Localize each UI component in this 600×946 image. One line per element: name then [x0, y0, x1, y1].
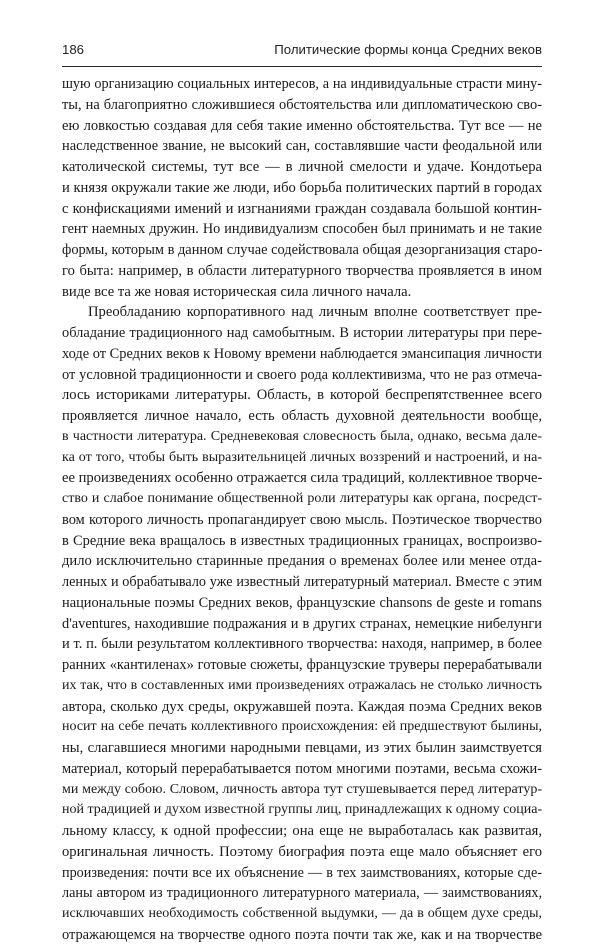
text-line: в Средние века вращалось в известных традиционных границах, воспроизво-	[62, 532, 542, 549]
text-line: ми между собою. Словом, личность автора тут стушевывается перед литератур-	[62, 781, 542, 797]
text-line: лось историками литературы. Область, в которой беспрепятственнее всего	[62, 387, 542, 404]
text-line: ство и слабое понимание общественной роли литературы как органа, посредст-	[62, 491, 542, 506]
text-line: формы, которым в данном случае содействовала общая дезорганизация старо-	[62, 242, 542, 258]
text-line: оригинальная личность. Поэтому биография поэта еще мало объясняет его	[62, 843, 542, 860]
text-line: и т. п. были результатом коллективного творчества: находя, например, в более	[62, 636, 542, 653]
text-line: наследственное звание, не высокий сан, составлявшие части феодальной или	[62, 138, 542, 155]
body-text	[62, 74, 542, 946]
text-line: носит на себе печать коллективного происхождения: ей предшествуют былины,	[62, 719, 542, 735]
text-line: виде все та же новая историческая сила личного начала.	[62, 283, 412, 300]
text-line: вом которого личность пропагандирует свою мысль. Поэтическое творчество	[62, 511, 542, 528]
text-line: ты, на благоприятно сложившиеся обстоятельства или дипломатическою сво-	[62, 96, 542, 113]
text-line: проявляется личное начало, есть область духовной деятельности вообще,	[62, 408, 542, 424]
text-line: их так, что в составленных ими произведениях отражалась не столько личность	[62, 677, 542, 693]
page-number: 186	[62, 42, 85, 57]
text-line: отражающемся на творчестве одного поэта почти так же, как и на творчестве	[62, 926, 542, 943]
text-line: обладание традиционного над самобытным. В истории литературы при пере-	[62, 325, 542, 341]
text-line: от условной традиционности и своего рода коллективизма, что не раз отмеча-	[62, 366, 542, 383]
text-line: ею ловкостью создавая для себя такие именно обстоятельства. Тут все — не	[62, 117, 542, 134]
text-line: национальные поэмы Средних веков, французские chansons de geste и romans	[62, 594, 542, 611]
text-line: ленных и обрабатывало уже известный литературный материал. Вместе с этим	[62, 574, 542, 590]
text-line: ранних «кантиленах» готовые сюжеты, французские труверы перерабатывали	[62, 657, 542, 673]
text-line: d'aventures, находившие подражания и в других странах, немецкие нибелунги	[62, 615, 542, 632]
text-line: дило исключительно старинные предания о временах более или менее отда-	[62, 553, 542, 570]
text-line: произведения: почти все их объяснение — в тех заимствованиях, которые сде-	[62, 864, 542, 881]
text-line: шую организацию социальных интересов, а на индивидуальные страсти мину-	[62, 76, 542, 92]
text-line: ее произведениях особенно отражается сила традиций, коллективное творче-	[62, 470, 542, 487]
text-line: ной традицией и духом известной группы лиц, принадлежащих к одному социа-	[62, 802, 542, 818]
text-line: автора, сколько дух среды, окружавшей поэта. Каждая поэма Средних веков	[62, 698, 542, 715]
text-line: го быта: например, в области литературного творчества проявляется в ином	[62, 262, 542, 279]
text-line: материал, который перерабатывается потом многими поэтами, весьма схожи-	[62, 760, 542, 777]
text-line: и князя окружали такие же люди, ибо борьба политических партий в городах	[62, 179, 542, 196]
text-line: Преобладанию корпоративного над личным вполне соответствует пре-	[88, 304, 542, 321]
text-line: ланы автором из традиционного литературного материала, — заимствованиях,	[62, 885, 542, 902]
text-line: ны, слагавшиеся многими народными певцами, из этих былин заимствуется	[62, 740, 542, 756]
running-title: Политические формы конца Средних веков	[274, 42, 542, 57]
text-line: ходе от Средних веков к Новому времени наблюдается эмансипация личности	[62, 345, 542, 362]
running-head	[62, 42, 542, 62]
text-line: в частности литература. Средневековая словесность была, однако, весьма дале-	[62, 428, 542, 444]
paragraph	[62, 74, 542, 302]
text-line: льному классу, к одной профессии; она еще не выработалась как развитая,	[62, 823, 542, 839]
text-line: с конфискациями имений и изгнаниями граждан создавала большой контин-	[62, 200, 542, 217]
text-line: католической системы, тут все — в личной смелости и удаче. Кондотьера	[62, 159, 542, 175]
header-rule	[62, 66, 542, 67]
text-line: гент наемных дружин. Но индивидуализм способен был принимать и не такие	[62, 221, 542, 238]
paragraph	[62, 302, 542, 945]
text-line: исключавших необходимость собственной выдумки, — да в общем духе среды,	[62, 906, 542, 921]
text-line: ка от того, чтобы быть выразительницей личных воззрений и настроений, и на-	[62, 449, 542, 465]
